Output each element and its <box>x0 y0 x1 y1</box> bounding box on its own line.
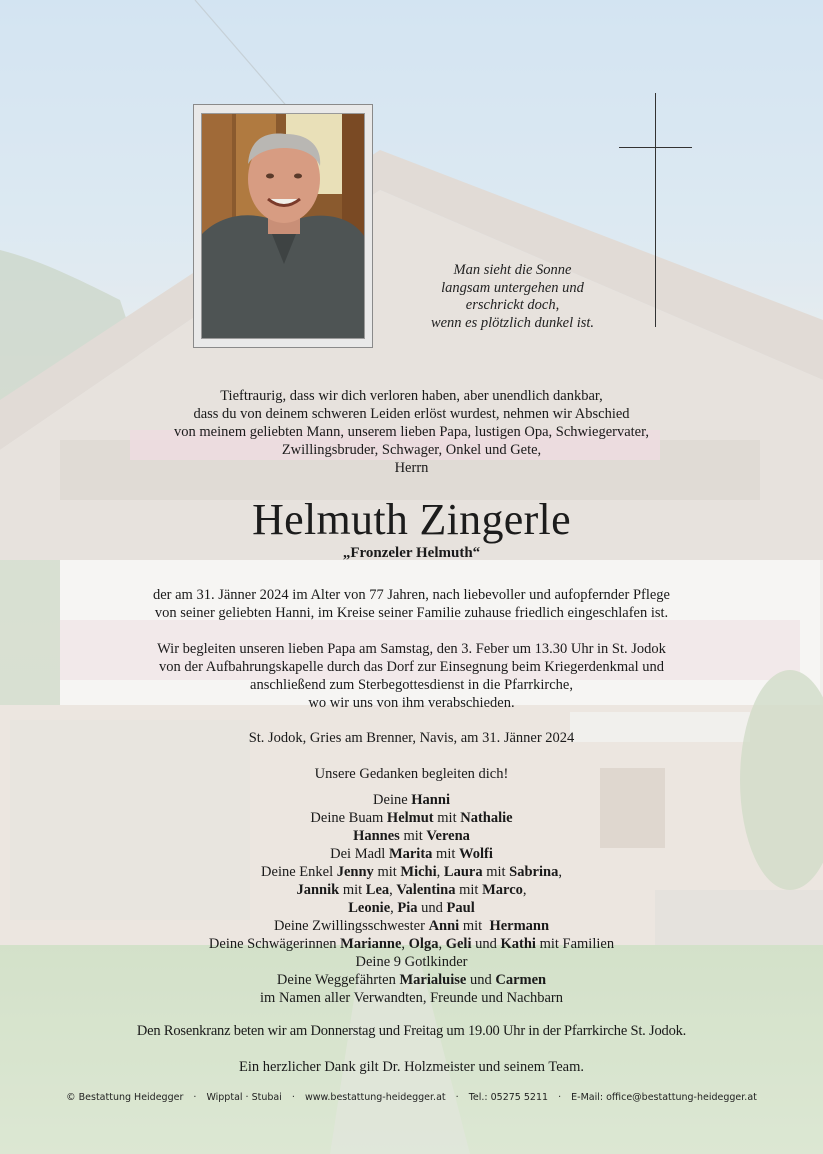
footer-separator: · <box>193 1092 197 1103</box>
quote-line: wenn es plötzlich dunkel ist. <box>430 314 595 331</box>
quote-line: erschrickt doch, <box>465 297 560 313</box>
memorial-quote <box>410 262 615 332</box>
rosary-text: Den Rosenkranz beten wir am Donnerstag und Freitag um 19.00 Uhr in der Pfarrkirche St. Jodok. <box>136 1023 687 1039</box>
funeral-paragraph <box>40 640 783 712</box>
cross-icon <box>655 93 656 327</box>
mourner-line: Deine Schwägerinnen Marianne, Olga, Geli und Kathi mit Familien <box>208 936 615 952</box>
thoughts-text: Unsere Gedanken begleiten dich! <box>314 766 509 782</box>
mourner-line: Deine Buam Helmut mit Nathalie <box>310 810 513 826</box>
notice-line: von seiner geliebten Hanni, im Kreise seiner Familie zuhause friedlich eingeschlafen ist. <box>154 605 669 621</box>
portrait-frame <box>193 104 373 348</box>
deceased-nickname: „Fronzeler Helmuth“ <box>342 545 481 561</box>
mourner-line: Hannes mit Verena <box>353 828 470 844</box>
funeral-line: anschließend zum Sterbegottesdienst in die Pfarrkirche, <box>250 677 573 693</box>
footer <box>0 1092 823 1103</box>
mourner-line: Leonie, Pia und Paul <box>348 900 475 916</box>
deceased-name: Helmuth Zingerle <box>252 495 571 544</box>
mourner-line: Deine Zwillingsschwester Anni mit Hermann <box>273 918 550 934</box>
portrait-photo <box>201 113 365 339</box>
mourners-list <box>40 791 783 1007</box>
intro-line: von meinem geliebten Mann, unserem lieben Papa, lustigen Opa, Schwiegervater, <box>174 424 649 440</box>
thoughts-line <box>40 765 783 783</box>
intro-line: Herrn <box>394 460 429 476</box>
cross-icon-bar <box>619 147 692 148</box>
footer-company: © Bestattung Heidegger <box>66 1092 184 1103</box>
footer-separator: · <box>291 1092 295 1103</box>
quote-line: langsam untergehen und <box>441 279 584 296</box>
mourner-line: Deine Hanni <box>373 792 450 808</box>
footer-separator: · <box>558 1092 562 1103</box>
place-date-text: St. Jodok, Gries am Brenner, Navis, am 31. Jänner 2024 <box>248 730 575 746</box>
notice-line: der am 31. Jänner 2024 im Alter von 77 Jahren, nach liebevoller und aufopfernder Pflege <box>152 587 670 603</box>
intro-line: dass du von deinem schweren Leiden erlöst wurdest, nehmen wir Abschied <box>193 406 630 422</box>
footer-separator: · <box>455 1092 459 1103</box>
quote-line: Man sieht die Sonne <box>453 262 572 278</box>
mourner-line: Jannik mit Lea, Valentina mit Marco, <box>296 882 527 898</box>
footer-email-link[interactable]: E-Mail: office@bestattung-heidegger.at <box>571 1092 757 1103</box>
intro-paragraph <box>40 387 783 477</box>
footer-region: Wipptal · Stubai <box>206 1092 282 1103</box>
place-date <box>40 729 783 747</box>
mourner-line: Dei Madl Marita mit Wolfi <box>330 846 493 862</box>
footer-phone: Tel.: 05275 5211 <box>468 1092 549 1103</box>
rosary-notice <box>40 1022 783 1040</box>
funeral-line: Wir begleiten unseren lieben Papa am Samstag, den 3. Feber um 13.30 Uhr in St. Jodok <box>157 641 666 657</box>
funeral-line: wo wir uns von ihm verabschieden. <box>308 695 515 711</box>
footer-website-link[interactable]: www.bestattung-heidegger.at <box>304 1092 446 1103</box>
mourner-line: Deine Enkel Jenny mit Michi, Laura mit Sabrina, <box>261 864 562 880</box>
mourner-line: Deine 9 Gotlkinder <box>355 954 468 970</box>
thanks-text: Ein herzlicher Dank gilt Dr. Holzmeister und seinem Team. <box>238 1059 584 1075</box>
intro-line: Tieftraurig, dass wir dich verloren haben, aber unendlich dankbar, <box>220 388 603 404</box>
mourner-line: Deine Weggefährten Marialuise und Carmen <box>276 972 547 988</box>
funeral-line: von der Aufbahrungskapelle durch das Dorf zur Einsegnung beim Kriegerdenkmal und <box>159 659 664 675</box>
thanks-notice <box>40 1058 783 1076</box>
death-notice-paragraph <box>40 586 783 622</box>
intro-line: Zwillingsbruder, Schwager, Onkel und Gete, <box>281 442 542 458</box>
mourner-line: im Namen aller Verwandten, Freunde und Nachbarn <box>260 990 563 1006</box>
